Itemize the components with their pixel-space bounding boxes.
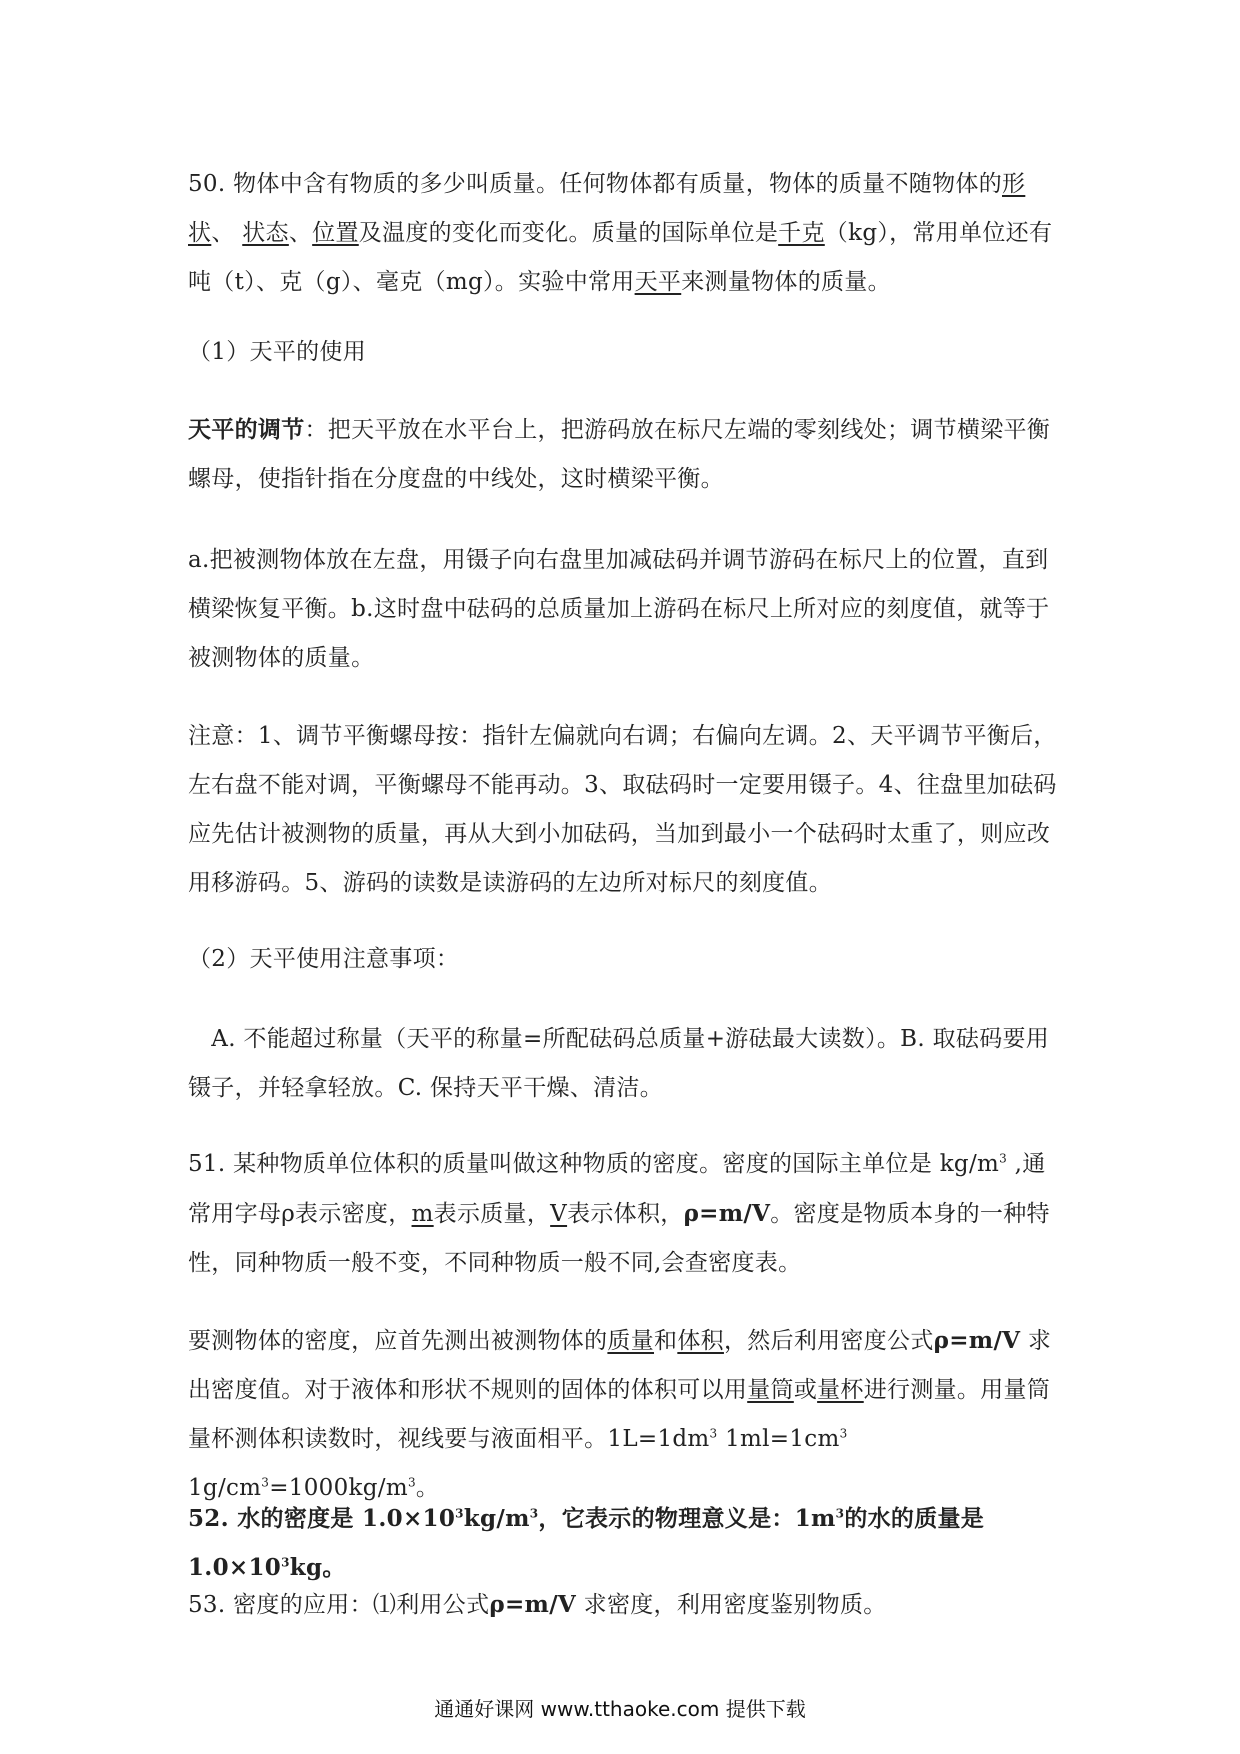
paragraph-balance-adjustment [188,405,1058,504]
superscript: 3 [455,1506,464,1521]
paragraph-51 [188,1140,1058,1288]
text: kg/m [463,1505,530,1532]
text: =1000kg/m [269,1475,408,1501]
underlined-term: 体积 [677,1328,724,1354]
section-heading-balance-use: （1）天平的使用 [188,339,367,365]
superscript: 3 [529,1506,539,1521]
text: 、 [288,220,313,246]
text: 求出密度值。对于液体和形状不规则的固体的体积可以用 [188,1328,1052,1403]
text: ，它表示的物理意义是：1m [538,1505,836,1532]
density-formula: ρ=m/V [933,1327,1021,1354]
text: 要测物体的密度，应首先测出被测物体的 [188,1328,608,1354]
text: 的水的质量是 1.0×10 [188,1505,985,1581]
text: 或 [793,1377,818,1403]
bold-label: 天平的调节 [188,416,305,443]
text: 52. 水的密度是 1.0×10 [188,1505,456,1532]
text: ,通常用字母ρ表示密度， [188,1151,1046,1227]
superscript: 3 [407,1475,416,1490]
text: 求密度，利用密度鉴别物质。 [576,1592,887,1618]
underlined-term: 位置 [312,220,359,246]
underlined-term: 状态 [242,220,289,246]
paragraph-53 [188,1580,1058,1630]
text: 和 [654,1328,678,1354]
page-footer: 通通好课网 www.tthaoke.com 提供下载 [434,1697,806,1721]
paragraph-notes: 注意：1、调节平衡螺母按：指针左偏就向右调；右偏向左调。2、天平调节平衡后，左右盘不能对调，平衡螺母不能再动。3、取砝码时一定要用镊子。4、往盘里加砝码应先估计被测物的质量，再从大到小加砝码，当加到最小一个砝码时太重了，则应改用移游码。5、游码的读数是读游码的左边所对标尺的刻度值。 [188,723,1057,896]
text: 1ml=1cm [717,1426,840,1452]
underlined-term: 量杯 [817,1377,864,1403]
underlined-term: V [550,1201,568,1227]
text: 来测量物体的质量。 [681,269,891,295]
underlined-term: 千克 [778,220,825,246]
text: （kg），常用单位还有吨（t）、克（g）、毫克（mg）。实验中常用 [188,220,1053,295]
text: kg。 [289,1554,346,1581]
superscript: 3 [839,1426,848,1441]
text: 。密度是物质本身的一种特性，同种物质一般不变，不同种物质一般不同,会查密度表。 [188,1201,1050,1276]
underlined-term: 形状 [188,171,1026,246]
text: 50. 物体中含有物质的多少叫质量。任何物体都有质量，物体的质量不随物体的 [188,171,1002,197]
superscript: 3 [709,1426,718,1441]
underlined-term: 天平 [634,269,682,295]
density-formula: ρ=m/V [489,1591,577,1618]
text: 。 [415,1475,440,1501]
text: 1g/cm [188,1475,262,1501]
text: ：把天平放在水平台上，把游码放在标尺左端的零刻线处；调节横梁平衡螺母，使指针指在分度盘的中线处，这时横梁平衡。 [188,417,1051,492]
density-formula: ρ=m/V [683,1200,771,1227]
section-heading-precautions: （2）天平使用注意事项： [188,946,460,972]
superscript: 3 [835,1506,845,1521]
superscript: 3 [281,1555,290,1570]
paragraph-density-measurement [188,1316,1058,1513]
paragraph-50 [188,160,1058,307]
text: 53. 密度的应用：⑴利用公式 [188,1592,490,1618]
text: 、 [211,220,243,246]
superscript: 3 [999,1151,1008,1166]
paragraph-precautions: A. 不能超过称量（天平的称量=所配砝码总质量+游砝最大读数）。B. 取砝码要用镊子，并轻拿轻放。C. 保持天平干燥、清洁。 [188,1026,1050,1101]
text: 及温度的变化而变化。质量的国际单位是 [358,220,779,246]
paragraph-weighing-steps: a.把被测物体放在左盘，用镊子向右盘里加减砝码并调节游码在标尺上的位置，直到横梁恢复平衡。b.这时盘中砝码的总质量加上游码在标尺上所对应的刻度值，就等于被测物体的质量。 [188,547,1050,671]
text: ，然后利用密度公式 [723,1328,934,1354]
underlined-term: 质量 [607,1328,655,1354]
underlined-term: 量筒 [747,1377,794,1403]
superscript: 3 [261,1475,270,1490]
text: 表示质量， [433,1201,551,1227]
text: 51. 某种物质单位体积的质量叫做这种物质的密度。密度的国际主单位是 kg/m [188,1151,1000,1177]
text: 进行测量。用量筒量杯测体积读数时，视线要与液面相平。1L=1dm [188,1377,1051,1452]
text: 表示体积， [567,1201,684,1227]
paragraph-52 [188,1494,1058,1592]
underlined-term: m [411,1201,434,1227]
